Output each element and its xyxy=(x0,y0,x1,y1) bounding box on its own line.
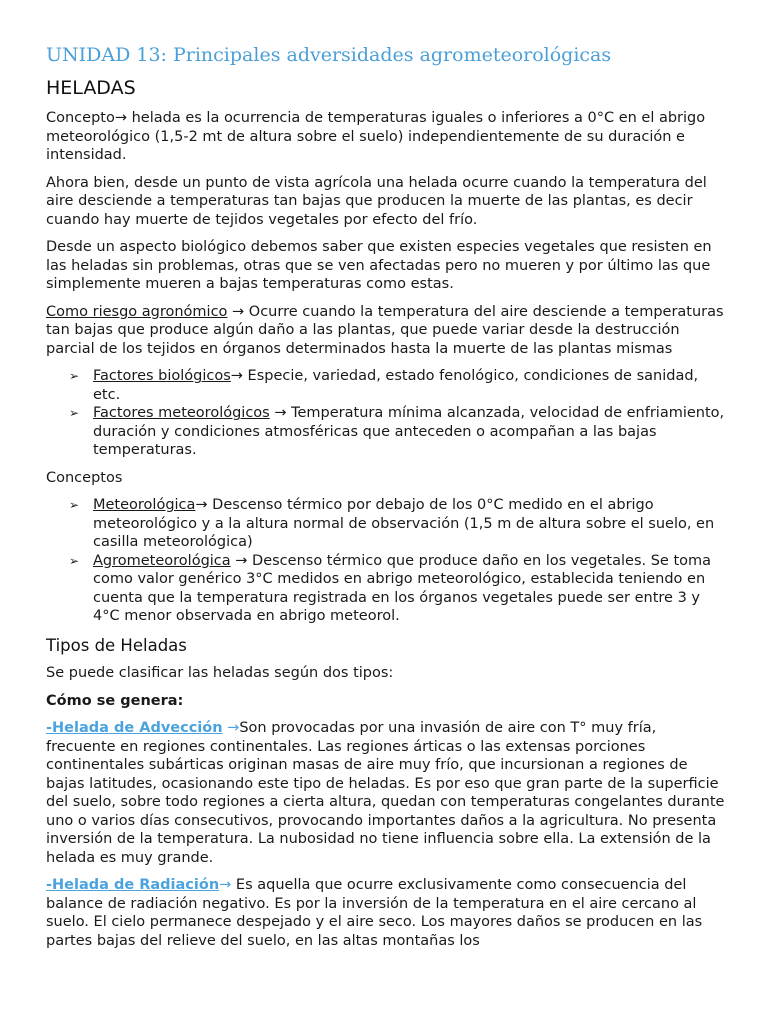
factor-text: Especie, variedad, estado fenológico, condiciones de sanidad, etc. xyxy=(93,368,699,403)
tipos-heading: Tipos de Heladas xyxy=(46,635,187,655)
arrow-icon: → xyxy=(114,110,127,127)
riesgo-label: Como riesgo agronómico xyxy=(46,303,228,320)
factores-list xyxy=(46,367,728,460)
adveccion-link[interactable]: -Helada de Advección xyxy=(46,720,223,737)
arrow-icon: → xyxy=(235,552,248,569)
arrow-icon: → xyxy=(219,877,232,894)
arrow-icon: → xyxy=(227,720,240,737)
conceptos-heading: Conceptos xyxy=(46,469,123,486)
tipos-intro: Se puede clasificar las heladas según dos tipos: xyxy=(46,665,394,682)
heladas-heading: HELADAS xyxy=(46,76,136,99)
bullet-arrow-icon: ➢ xyxy=(69,498,80,513)
concepto-label: Concepto xyxy=(46,110,115,127)
factor-text: Temperatura mínima alcanzada, velocidad de enfriamiento, duración y condiciones atmosféricas que anteceden o acompañan a las bajas temperaturas. xyxy=(93,405,725,459)
radiacion-text: Es aquella que ocurre exclusivamente como consecuencia del balance de radiación negativo. Es por la inversión de la temperatura en el aire cercano al suelo. El cielo permanece despejado y el aire seco. Los mayores daños se producen en las partes bajas del relieve del suelo, en las altas montañas los xyxy=(46,877,703,949)
adveccion-paragraph xyxy=(46,719,728,867)
factor-label: Factores biológicos xyxy=(93,368,231,385)
concepto-item-label: Agrometeorológica xyxy=(93,552,231,569)
agricola-paragraph: Ahora bien, desde un punto de vista agrícola una helada ocurre cuando la temperatura del aire desciende a temperaturas tan bajas que producen la muerte de las plantas, es decir cuando hay muerte de tejidos vegetales por efecto del frío. xyxy=(46,174,707,228)
list-item xyxy=(69,552,728,626)
concepto-paragraph xyxy=(46,109,728,165)
concepto-item-text: Descenso térmico que produce daño en los vegetales. Se toma como valor genérico 3°C medidos en abrigo meteorológico, establecida teniendo en cuenta que la temperatura registrada en los órganos vegetales puede ser entre 3 y 4°C menor observada en abrigo meteorol. xyxy=(93,552,712,625)
riesgo-text: Ocurre cuando la temperatura del aire desciende a temperaturas tan bajas que produce algún daño a las plantas, que puede variar desde la destrucción parcial de los tejidos en órganos determinados hasta la muerte de las plantas mismas xyxy=(46,303,724,357)
como-se-genera-heading: Cómo se genera: xyxy=(46,692,184,709)
unit-title: UNIDAD 13: Principales adversidades agrometeorológicas xyxy=(46,44,612,66)
arrow-icon: → xyxy=(230,368,243,385)
list-item xyxy=(69,496,728,552)
biologico-paragraph: Desde un aspecto biológico debemos saber que existen especies vegetales que resisten en las heladas sin problemas, otras que se ven afectadas pero no mueren y por último las que simplemente mueren a bajas temperaturas como estas. xyxy=(46,239,712,293)
concepto-text: helada es la ocurrencia de temperaturas iguales o inferiores a 0°C en el abrigo meteorológico (1,5-2 mt de altura sobre el suelo) independientemente de su duración e intensidad. xyxy=(46,110,706,164)
arrow-icon: → xyxy=(232,303,245,320)
arrow-icon: → xyxy=(195,497,208,514)
bullet-arrow-icon: ➢ xyxy=(69,553,80,568)
conceptos-list xyxy=(46,496,728,626)
factor-label: Factores meteorológicos xyxy=(93,405,270,422)
riesgo-paragraph xyxy=(46,303,728,359)
list-item xyxy=(69,367,728,404)
concepto-item-text: Descenso térmico por debajo de los 0°C medido en el abrigo meteorológico y a la altura normal de observación (1,5 m de altura sobre el suelo, en casilla meteorológica) xyxy=(93,497,715,551)
arrow-icon: → xyxy=(274,405,287,422)
bullet-arrow-icon: ➢ xyxy=(69,369,80,384)
radiacion-link[interactable]: -Helada de Radiación xyxy=(46,877,220,894)
bullet-arrow-icon: ➢ xyxy=(69,406,80,421)
adveccion-text: Son provocadas por una invasión de aire con T° muy fría, frecuente en regiones continentales. Las regiones árticas o las extensas porciones continentales subárticas originan masas de aire muy frío, que incursionan a regiones de bajas latitudes, ocasionando este tipo de heladas. Es por eso que gran parte de la superficie del suelo, sobre todo regiones a cierta altura, quedan con temperaturas congelantes durante uno o varios días consecutivos, provocando importantes daños a la agricultura. No presenta inversión de la temperatura. La nubosidad no tiene influencia sobre ella. La extensión de la helada es muy grande. xyxy=(46,720,725,866)
radiacion-paragraph xyxy=(46,876,728,950)
concepto-item-label: Meteorológica xyxy=(93,497,196,514)
list-item xyxy=(69,404,728,460)
